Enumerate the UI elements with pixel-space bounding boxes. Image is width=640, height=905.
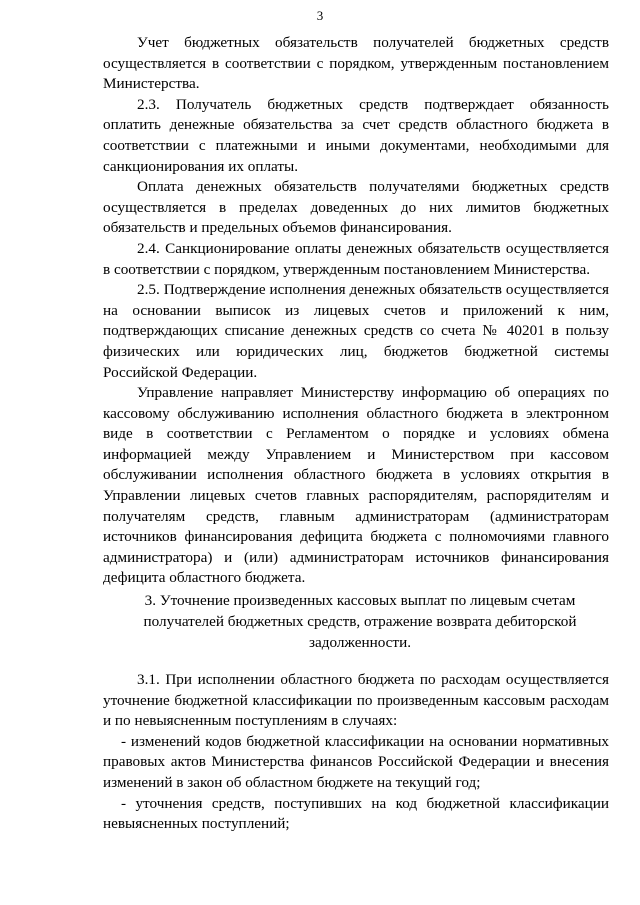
paragraph-2-3: 2.3. Получатель бюджетных средств подтверждает обязанность оплатить денежные обязательства за счет средств областного бюджета в соответствии с платежными и иными документами, необходимыми для санкционирования их оплаты. [103, 95, 609, 175]
page-number: 3 [316, 8, 324, 23]
paragraph-2-5: 2.5. Подтверждение исполнения денежных обязательств осуществляется на основании выписок из лицевых счетов и приложений к ним, подтверждающих списание денежных средств со счета № 40201 в пользу физических или юридических лиц, бюджетов бюджетной системы Российской Федерации. [103, 281, 609, 381]
paragraph-2-4: 2.4. Санкционирование оплаты денежных обязательств осуществляется в соответствии с порядком, утвержденным постановлением Министерства. [103, 239, 609, 278]
body-text [103, 33, 609, 589]
paragraph-budget-obligations-accounting: Учет бюджетных обязательств получателей бюджетных средств осуществляется в соответствии с порядком, утвержденным постановлением Министерства. [103, 34, 609, 93]
list-item-classification-changes: - изменений кодов бюджетной классификации на основании нормативных правовых актов Министерства финансов Российской Федерации и внесения изменений в закон об областном бюджете на текущий год; [103, 732, 609, 791]
section-3-text [103, 670, 609, 835]
paragraph-payment-of-obligations: Оплата денежных обязательств получателями бюджетных средств осуществляется в пределах доведенных до них лимитов бюджетных обязательств и предельных объемов финансирования. [103, 178, 609, 237]
paragraph-directorate-information: Управление направляет Министерству информацию об операциях по кассовому обслуживанию исполнения областного бюджета в электронном виде в соответствии с Регламентом о порядке и условиях обмена информацией между Управлением и Министерством при кассовом обслуживании исполнения областного бюджета в условиях открытия в Управлении лицевых счетов главных распорядителям, распорядителям и получателям средств, главным администраторам (администраторам источников финансирования дефицита бюджета с полномочиями главного администратора) и (или) администраторам источников финансирования дефицита областного бюджета. [103, 384, 609, 587]
section-3-title: 3. Уточнение произведенных кассовых выплат по лицевым счетам получателей бюджетных средств, отражение возврата дебиторской задолженности. [143, 592, 577, 651]
list-item-unclarified-receipts: - уточнения средств, поступивших на код бюджетной классификации невыясненных поступлений; [103, 794, 609, 833]
paragraph-3-1: 3.1. При исполнении областного бюджета по расходам осуществляется уточнение бюджетной классификации по произведенным кассовым расходам и по невыясненным поступлениям в случаях: [103, 671, 609, 730]
section-heading [125, 590, 595, 653]
